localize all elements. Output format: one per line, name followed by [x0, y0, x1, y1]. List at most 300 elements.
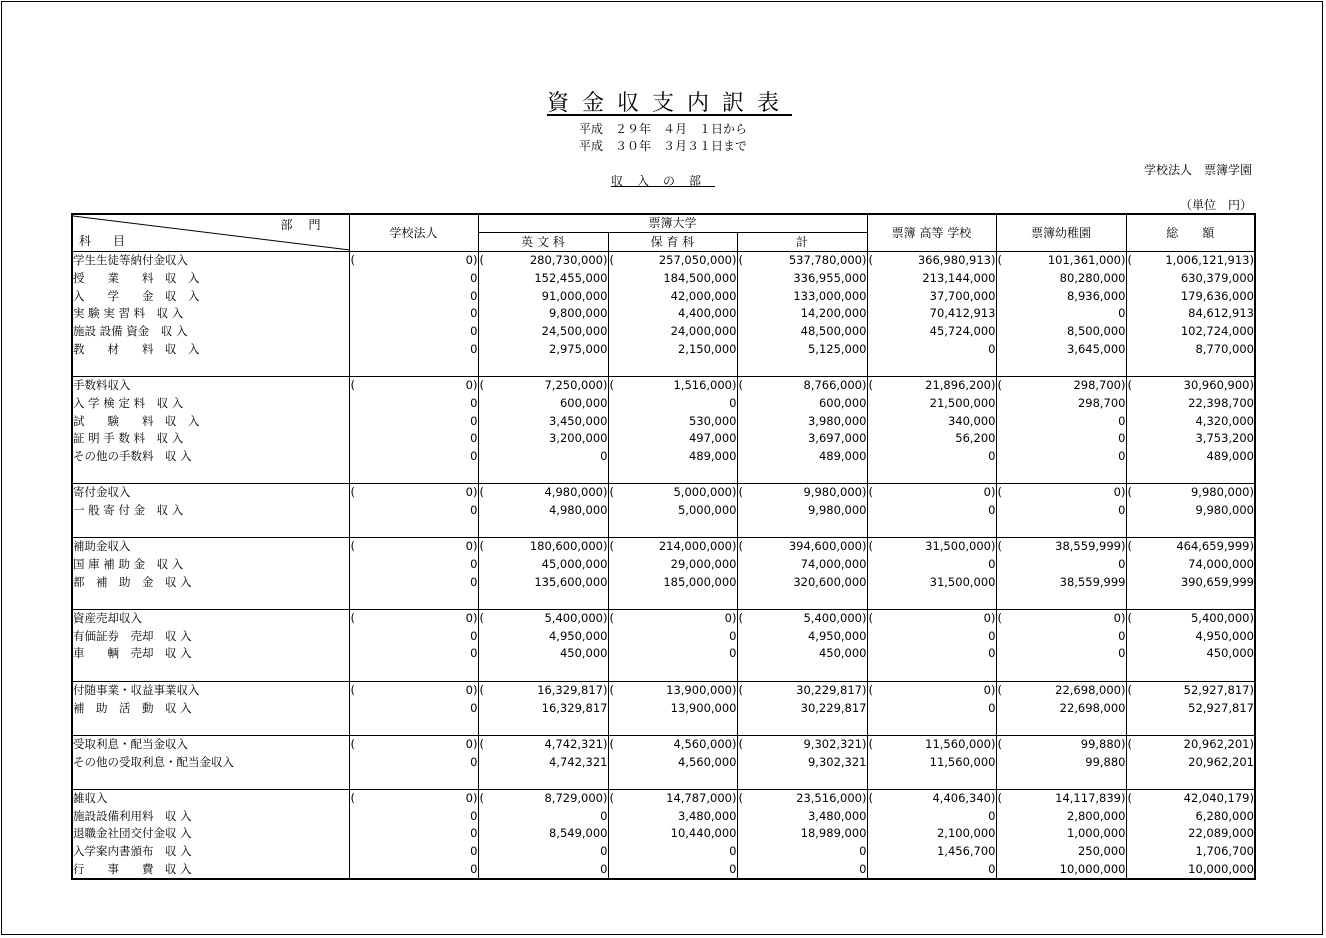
header-total: 総 額 [1126, 214, 1255, 252]
amount-cell: 2,150,000 [608, 340, 737, 358]
amount-cell [867, 376, 996, 394]
row-label [72, 591, 349, 609]
paren-open: ( [997, 736, 1002, 751]
amount-cell: 74,000,000 [1126, 556, 1255, 574]
row-label: 入 学 検 定 料 収 入 [72, 395, 349, 413]
amount-cell [1126, 465, 1255, 483]
amount-value: 5,000,000 [673, 485, 732, 500]
amount-cell [478, 519, 608, 537]
amount-cell: 0 [867, 807, 996, 825]
paren-open: ( [350, 253, 355, 268]
amount-value: 4,980,000 [544, 485, 603, 500]
row-label: 補 助 活 動 収 入 [72, 699, 349, 717]
amount-cell [608, 609, 737, 627]
header-kinder: 票簿幼稚園 [996, 214, 1126, 252]
amount-cell [867, 465, 996, 483]
category-row [72, 483, 1255, 501]
paren-close: ) [991, 682, 996, 697]
paren-open: ( [350, 736, 355, 751]
paren-open: ( [479, 378, 484, 393]
paren-open: ( [738, 790, 743, 805]
row-label: 入 学 金 収 入 [72, 287, 349, 305]
amount-value: 366,980,913 [917, 253, 991, 268]
amount-value: 21,896,200 [925, 378, 991, 393]
paren-open: ( [350, 539, 355, 554]
amount-cell [996, 789, 1126, 807]
amount-cell: 0 [867, 645, 996, 663]
amount-cell [478, 789, 608, 807]
paren-open: ( [350, 485, 355, 500]
paren-close: ) [862, 682, 867, 697]
amount-cell [996, 681, 1126, 699]
amount-cell: 530,000 [608, 412, 737, 430]
header-subject: 科目 [79, 234, 148, 248]
row-label: 手数料収入 [72, 376, 349, 394]
amount-cell: 10,000,000 [1126, 860, 1255, 879]
amount-cell [867, 519, 996, 537]
amount-cell [608, 681, 737, 699]
row-label: その他の受取利息・配当金収入 [72, 753, 349, 771]
amount-cell [867, 735, 996, 753]
amount-cell: 0 [996, 645, 1126, 663]
paren-open: ( [609, 485, 614, 500]
amount-cell [478, 591, 608, 609]
amount-cell: 0 [996, 556, 1126, 574]
category-row [72, 538, 1255, 556]
amount-cell [349, 465, 478, 483]
amount-cell: 0 [349, 807, 478, 825]
row-label: 入学案内書頒布 収 入 [72, 843, 349, 861]
amount-cell: 0 [867, 699, 996, 717]
amount-cell: 450,000 [1126, 645, 1255, 663]
row-label [72, 771, 349, 789]
amount-cell: 45,000,000 [478, 556, 608, 574]
amount-cell: 3,645,000 [996, 340, 1126, 358]
amount-cell [1126, 663, 1255, 681]
paren-open: ( [738, 378, 743, 393]
paren-open: ( [350, 611, 355, 626]
amount-cell [996, 735, 1126, 753]
amount-value: 11,560,000 [925, 736, 991, 751]
amount-cell: 0 [478, 448, 608, 466]
amount-value: 1,516,000 [673, 378, 732, 393]
row-label: 一 般 寄 付 金 収 入 [72, 502, 349, 520]
amount-cell: 4,980,000 [478, 502, 608, 520]
amount-cell [478, 376, 608, 394]
row-label [72, 717, 349, 735]
amount-cell: 16,329,817 [478, 699, 608, 717]
paren-open: ( [868, 790, 873, 805]
paren-open: ( [997, 790, 1002, 805]
amount-value: 214,000,000 [658, 539, 732, 554]
amount-cell [349, 681, 478, 699]
amount-cell: 0 [349, 323, 478, 341]
table-row [72, 573, 1255, 591]
amount-cell: 0 [867, 448, 996, 466]
table-row [72, 556, 1255, 574]
amount-cell: 0 [996, 448, 1126, 466]
amount-cell: 450,000 [478, 645, 608, 663]
paren-open: ( [997, 485, 1002, 500]
table-row [72, 843, 1255, 861]
paren-close: ) [732, 611, 737, 626]
amount-cell [867, 717, 996, 735]
amount-cell: 600,000 [737, 395, 867, 413]
paren-close: ) [732, 736, 737, 751]
amount-value: 0 [724, 611, 732, 626]
amount-cell [478, 663, 608, 681]
paren-close: ) [1249, 378, 1254, 393]
amount-cell [608, 483, 737, 501]
paren-close: ) [473, 485, 478, 500]
amount-cell: 8,770,000 [1126, 340, 1255, 358]
header-eibun: 英 文 科 [478, 233, 608, 252]
amount-value: 52,927,817 [1183, 682, 1250, 697]
amount-value: 14,787,000 [666, 790, 732, 805]
amount-cell: 179,636,000 [1126, 287, 1255, 305]
amount-cell: 18,989,000 [737, 825, 867, 843]
table-row [72, 627, 1255, 645]
blank-row [72, 465, 1255, 483]
amount-value: 23,516,000 [796, 790, 862, 805]
amount-value: 5,400,000 [803, 611, 862, 626]
header-dept: 部門 [280, 218, 337, 232]
period-from: 平成 ２９年 ４月 １日から [578, 122, 747, 136]
amount-cell: 489,000 [737, 448, 867, 466]
amount-cell: 21,500,000 [867, 395, 996, 413]
paren-close: ) [1249, 253, 1254, 268]
amount-cell [867, 358, 996, 376]
paren-close: ) [1249, 611, 1254, 626]
amount-value: 13,900,000 [666, 682, 732, 697]
paren-open: ( [738, 682, 743, 697]
amount-cell [349, 519, 478, 537]
blank-row [72, 591, 1255, 609]
amount-cell: 2,100,000 [867, 825, 996, 843]
amount-cell [608, 771, 737, 789]
table-row [72, 645, 1255, 663]
amount-cell: 0 [349, 395, 478, 413]
amount-cell: 0 [867, 340, 996, 358]
paren-open: ( [997, 378, 1002, 393]
amount-cell: 4,742,321 [478, 753, 608, 771]
table-row [72, 825, 1255, 843]
amount-cell: 3,980,000 [737, 412, 867, 430]
amount-cell: 3,480,000 [737, 807, 867, 825]
amount-cell [996, 465, 1126, 483]
category-row [72, 735, 1255, 753]
amount-cell [349, 717, 478, 735]
amount-cell: 489,000 [608, 448, 737, 466]
paren-close: ) [1121, 253, 1126, 268]
table-row [72, 287, 1255, 305]
paren-close: ) [862, 378, 867, 393]
table-row [72, 395, 1255, 413]
paren-open: ( [997, 253, 1002, 268]
table-row [72, 430, 1255, 448]
paren-open: ( [1127, 378, 1132, 393]
amount-cell [478, 358, 608, 376]
paren-close: ) [473, 736, 478, 751]
amount-cell: 24,000,000 [608, 323, 737, 341]
paren-open: ( [479, 611, 484, 626]
paren-open: ( [1127, 539, 1132, 554]
amount-value: 298,700 [1073, 378, 1121, 393]
amount-value: 101,361,000 [1047, 253, 1121, 268]
amount-cell [996, 609, 1126, 627]
row-label: 施設 設備 資金 収 入 [72, 323, 349, 341]
amount-value: 0 [983, 485, 991, 500]
amount-cell [737, 376, 867, 394]
amount-cell [349, 789, 478, 807]
amount-cell: 8,549,000 [478, 825, 608, 843]
amount-cell [478, 538, 608, 556]
amount-value: 0 [465, 485, 473, 500]
amount-cell: 0 [349, 860, 478, 879]
amount-cell [349, 735, 478, 753]
paren-open: ( [997, 539, 1002, 554]
paren-open: ( [609, 790, 614, 805]
paren-close: ) [732, 790, 737, 805]
paren-open: ( [868, 611, 873, 626]
paren-close: ) [732, 539, 737, 554]
amount-cell [996, 252, 1126, 270]
statement-table [71, 213, 1256, 880]
amount-value: 22,698,000 [1055, 682, 1121, 697]
amount-value: 9,980,000 [803, 485, 862, 500]
amount-cell: 0 [608, 843, 737, 861]
amount-cell [867, 663, 996, 681]
amount-value: 20,962,201 [1183, 736, 1250, 751]
paren-open: ( [738, 736, 743, 751]
header-univ: 票簿大学 [478, 214, 867, 233]
amount-cell: 0 [349, 287, 478, 305]
amount-cell: 0 [867, 627, 996, 645]
row-label [72, 465, 349, 483]
amount-cell: 0 [608, 395, 737, 413]
blank-row [72, 519, 1255, 537]
table-row [72, 412, 1255, 430]
amount-cell [608, 538, 737, 556]
paren-close: ) [862, 539, 867, 554]
paren-open: ( [350, 682, 355, 697]
paren-open: ( [479, 253, 484, 268]
amount-cell: 0 [867, 556, 996, 574]
row-label: 施設設備利用料 収 入 [72, 807, 349, 825]
amount-cell [608, 789, 737, 807]
paren-close: ) [1121, 682, 1126, 697]
row-label: 証 明 手 数 料 収 入 [72, 430, 349, 448]
amount-cell: 630,379,000 [1126, 270, 1255, 288]
row-label: 国 庫 補 助 金 収 入 [72, 556, 349, 574]
amount-cell [1126, 681, 1255, 699]
row-label [72, 519, 349, 537]
amount-value: 4,742,321 [544, 736, 603, 751]
header-hoiku: 保 育 科 [608, 233, 737, 252]
amount-cell: 37,700,000 [867, 287, 996, 305]
amount-cell: 11,560,000 [867, 753, 996, 771]
paren-close: ) [1121, 378, 1126, 393]
amount-cell: 298,700 [996, 395, 1126, 413]
amount-cell: 52,927,817 [1126, 699, 1255, 717]
table-row [72, 270, 1255, 288]
amount-cell: 250,000 [996, 843, 1126, 861]
row-label: 授 業 料 収 入 [72, 270, 349, 288]
amount-cell [349, 609, 478, 627]
paren-open: ( [1127, 253, 1132, 268]
amount-value: 464,659,999 [1176, 539, 1250, 554]
amount-value: 257,050,000 [658, 253, 732, 268]
paren-open: ( [868, 736, 873, 751]
amount-cell: 0 [867, 502, 996, 520]
amount-cell: 0 [608, 860, 737, 879]
amount-cell: 0 [349, 573, 478, 591]
amount-cell [867, 681, 996, 699]
paren-open: ( [1127, 736, 1132, 751]
amount-cell [867, 252, 996, 270]
amount-cell: 31,500,000 [867, 573, 996, 591]
paren-open: ( [479, 539, 484, 554]
amount-value: 280,730,000 [529, 253, 603, 268]
amount-cell [737, 609, 867, 627]
amount-value: 0 [465, 253, 473, 268]
table-row [72, 699, 1255, 717]
amount-cell: 29,000,000 [608, 556, 737, 574]
amount-cell: 0 [737, 860, 867, 879]
amount-cell [608, 735, 737, 753]
amount-cell: 0 [608, 645, 737, 663]
amount-cell: 0 [737, 843, 867, 861]
amount-cell [349, 483, 478, 501]
amount-value: 9,980,000 [1190, 485, 1250, 500]
amount-cell [737, 771, 867, 789]
amount-cell: 0 [349, 843, 478, 861]
amount-cell: 48,500,000 [737, 323, 867, 341]
paren-open: ( [868, 253, 873, 268]
amount-cell: 45,724,000 [867, 323, 996, 341]
paren-close: ) [473, 790, 478, 805]
amount-value: 5,400,000 [544, 611, 603, 626]
category-row [72, 376, 1255, 394]
amount-cell [608, 663, 737, 681]
amount-cell: 0 [349, 556, 478, 574]
amount-cell: 0 [349, 340, 478, 358]
amount-cell: 8,500,000 [996, 323, 1126, 341]
paren-open: ( [738, 253, 743, 268]
amount-cell: 3,200,000 [478, 430, 608, 448]
period-to: 平成 ３０年 ３月３１日まで [578, 139, 747, 153]
amount-cell: 0 [996, 412, 1126, 430]
amount-cell [996, 538, 1126, 556]
amount-cell: 4,560,000 [608, 753, 737, 771]
amount-cell [349, 376, 478, 394]
amount-cell: 213,144,000 [867, 270, 996, 288]
amount-cell [1126, 376, 1255, 394]
paren-close: ) [862, 253, 867, 268]
amount-value: 0 [465, 611, 473, 626]
amount-cell: 5,000,000 [608, 502, 737, 520]
paren-close: ) [1249, 485, 1254, 500]
amount-cell: 24,500,000 [478, 323, 608, 341]
amount-value: 4,560,000 [673, 736, 732, 751]
row-label: 都 補 助 金 収 入 [72, 573, 349, 591]
amount-cell: 600,000 [478, 395, 608, 413]
row-label: 付随事業・収益事業収入 [72, 681, 349, 699]
amount-cell: 80,280,000 [996, 270, 1126, 288]
amount-cell [737, 465, 867, 483]
amount-cell: 1,706,700 [1126, 843, 1255, 861]
amount-value: 30,229,817 [796, 682, 862, 697]
amount-cell: 8,936,000 [996, 287, 1126, 305]
row-label: 受取利息・配当金収入 [72, 735, 349, 753]
amount-cell [996, 717, 1126, 735]
paren-close: ) [1121, 485, 1126, 500]
amount-value: 394,600,000 [788, 539, 862, 554]
header-houjin: 学校法人 [349, 214, 478, 252]
amount-cell [608, 717, 737, 735]
amount-cell: 99,880 [996, 753, 1126, 771]
amount-cell: 3,480,000 [608, 807, 737, 825]
amount-cell [996, 376, 1126, 394]
paren-close: ) [473, 682, 478, 697]
amount-cell [737, 789, 867, 807]
paren-close: ) [1249, 790, 1254, 805]
row-label: 教 材 料 収 入 [72, 340, 349, 358]
paren-close: ) [1121, 790, 1126, 805]
amount-value: 0 [1113, 611, 1121, 626]
paren-open: ( [479, 485, 484, 500]
amount-cell: 0 [349, 502, 478, 520]
blank-row [72, 358, 1255, 376]
amount-cell: 340,000 [867, 412, 996, 430]
amount-value: 8,729,000 [544, 790, 603, 805]
section-title: 収入の部 [610, 174, 715, 188]
amount-cell: 3,450,000 [478, 412, 608, 430]
unit-label: （単位 円） [1179, 198, 1252, 212]
paren-close: ) [473, 378, 478, 393]
amount-cell [1126, 591, 1255, 609]
paren-open: ( [997, 682, 1002, 697]
amount-cell: 1,000,000 [996, 825, 1126, 843]
amount-cell: 0 [996, 502, 1126, 520]
amount-cell: 0 [349, 430, 478, 448]
paren-open: ( [738, 539, 743, 554]
amount-cell [737, 681, 867, 699]
amount-value: 5,400,000 [1190, 611, 1250, 626]
amount-value: 0 [465, 378, 473, 393]
amount-cell [349, 591, 478, 609]
amount-cell [996, 519, 1126, 537]
row-label: 学生生徒等納付金収入 [72, 252, 349, 270]
amount-cell: 0 [867, 860, 996, 879]
paren-close: ) [991, 253, 996, 268]
amount-cell [349, 358, 478, 376]
amount-value: 4,406,340 [932, 790, 991, 805]
amount-cell [737, 483, 867, 501]
amount-cell: 13,900,000 [608, 699, 737, 717]
amount-value: 0 [465, 539, 473, 554]
amount-cell: 0 [349, 412, 478, 430]
amount-cell [478, 717, 608, 735]
row-label: 車 輌 売却 収 入 [72, 645, 349, 663]
amount-cell [737, 538, 867, 556]
amount-cell: 390,659,999 [1126, 573, 1255, 591]
amount-cell [1126, 538, 1255, 556]
paren-open: ( [738, 485, 743, 500]
table-row [72, 807, 1255, 825]
amount-cell: 1,456,700 [867, 843, 996, 861]
paren-close: ) [991, 611, 996, 626]
